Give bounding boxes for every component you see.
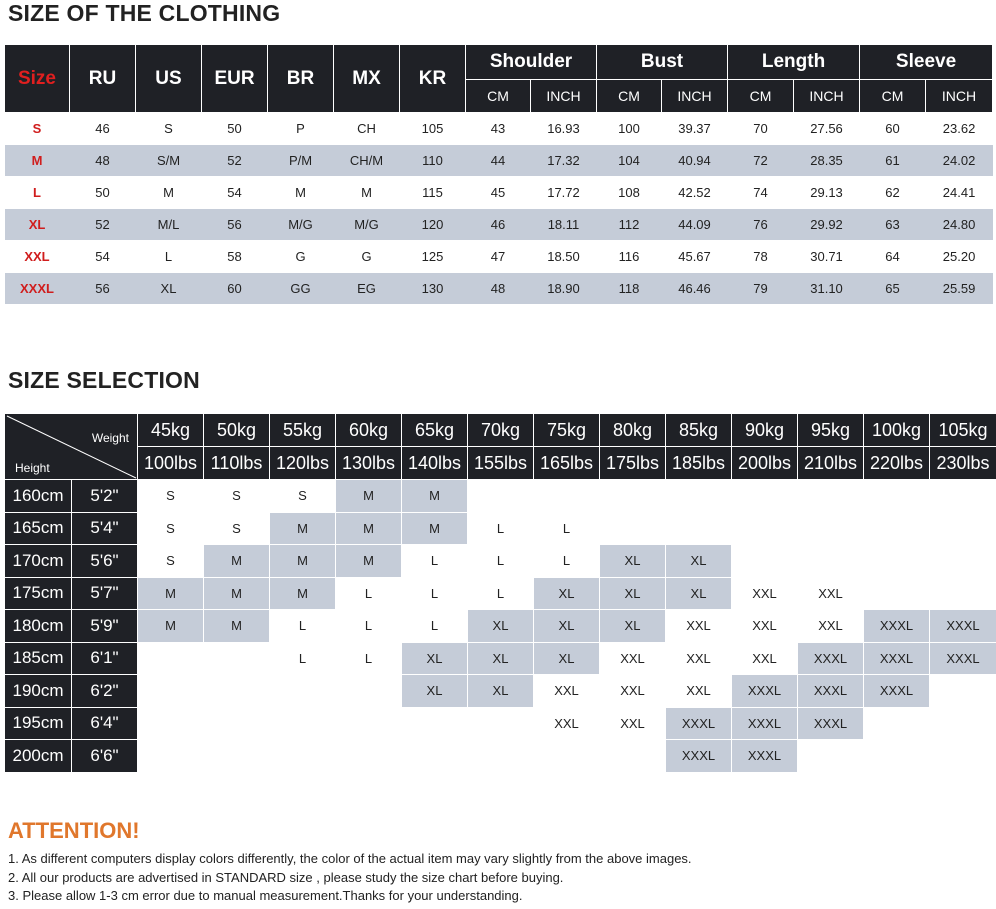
- size-cell: [534, 740, 600, 773]
- sub-inch: INCH: [926, 80, 993, 113]
- table-cell: 100: [597, 113, 662, 145]
- table-cell: 125: [400, 241, 466, 273]
- weight-lbs-header: 210lbs: [798, 447, 864, 480]
- size-cell: [402, 740, 468, 773]
- size-cell: XXXL: [930, 610, 996, 643]
- weight-kg-header: 95kg: [798, 414, 864, 447]
- table-cell: 120: [400, 209, 466, 241]
- weight-lbs-header: 185lbs: [666, 447, 732, 480]
- weight-lbs-header: 120lbs: [270, 447, 336, 480]
- table-cell: 18.11: [531, 209, 597, 241]
- table-cell: GG: [268, 273, 334, 305]
- table-cell: 44.09: [662, 209, 728, 241]
- size-label: M: [5, 145, 70, 177]
- size-cell: S: [270, 480, 336, 513]
- size-cell: [468, 707, 534, 740]
- table-cell: 44: [466, 145, 531, 177]
- size-cell: M: [270, 512, 336, 545]
- weight-lbs-header: 100lbs: [138, 447, 204, 480]
- size-cell: M: [402, 512, 468, 545]
- table-cell: 104: [597, 145, 662, 177]
- table-cell: G: [268, 241, 334, 273]
- table-cell: 110: [400, 145, 466, 177]
- size-cell: [336, 707, 402, 740]
- size-cell: XXL: [732, 642, 798, 675]
- size-cell: [930, 480, 996, 513]
- size-cell: [798, 740, 864, 773]
- size-cell: L: [402, 577, 468, 610]
- size-cell: [138, 707, 204, 740]
- size-cell: [468, 480, 534, 513]
- weight-kg-header: 85kg: [666, 414, 732, 447]
- size-cell: [798, 545, 864, 578]
- size-cell: XXL: [666, 675, 732, 708]
- table-cell: 56: [202, 209, 268, 241]
- table-cell: M/G: [268, 209, 334, 241]
- table-row: [5, 740, 996, 773]
- size-cell: [732, 545, 798, 578]
- table-cell: 17.72: [531, 177, 597, 209]
- table-cell: P: [268, 113, 334, 145]
- weight-lbs-header: 130lbs: [336, 447, 402, 480]
- size-cell: S: [138, 512, 204, 545]
- height-cm: 160cm: [5, 480, 72, 513]
- size-cell: [864, 480, 930, 513]
- size-cell: L: [534, 545, 600, 578]
- weight-kg-header: 60kg: [336, 414, 402, 447]
- size-cell: M: [402, 480, 468, 513]
- table-cell: G: [334, 241, 400, 273]
- size-cell: S: [138, 480, 204, 513]
- size-cell: XXXL: [798, 707, 864, 740]
- table-cell: 46: [466, 209, 531, 241]
- header-sleeve: Sleeve: [860, 45, 993, 80]
- size-cell: L: [468, 577, 534, 610]
- table-cell: 25.59: [926, 273, 993, 305]
- height-ft: 6'1": [72, 642, 138, 675]
- size-cell: XXXL: [732, 707, 798, 740]
- table-cell: 50: [70, 177, 136, 209]
- table-cell: 52: [202, 145, 268, 177]
- size-cell: [270, 675, 336, 708]
- size-cell: [534, 480, 600, 513]
- size-cell: [336, 675, 402, 708]
- table-cell: 30.71: [794, 241, 860, 273]
- size-cell: M: [204, 610, 270, 643]
- size-label: S: [5, 113, 70, 145]
- size-cell: M: [270, 545, 336, 578]
- header-mx: MX: [334, 45, 400, 113]
- size-cell: L: [270, 610, 336, 643]
- size-cell: [666, 512, 732, 545]
- size-cell: [270, 740, 336, 773]
- size-cell: M: [336, 545, 402, 578]
- size-cell: XXXL: [666, 740, 732, 773]
- sub-cm: CM: [597, 80, 662, 113]
- weight-lbs-header: 165lbs: [534, 447, 600, 480]
- table-row: [5, 145, 993, 177]
- size-cell: [798, 480, 864, 513]
- size-cell: XL: [534, 642, 600, 675]
- table-cell: 76: [728, 209, 794, 241]
- size-cell: XXL: [600, 707, 666, 740]
- table-cell: 112: [597, 209, 662, 241]
- size-cell: XXXL: [864, 675, 930, 708]
- table-cell: 115: [400, 177, 466, 209]
- table-cell: 18.50: [531, 241, 597, 273]
- height-ft: 6'6": [72, 740, 138, 773]
- size-cell: M: [204, 545, 270, 578]
- size-cell: XL: [600, 610, 666, 643]
- size-cell: [798, 512, 864, 545]
- weight-kg-header: 75kg: [534, 414, 600, 447]
- height-cm: 180cm: [5, 610, 72, 643]
- attention-note-1: 1. As different computers display colors differently, the color of the actual item may vary slightly from the above images.: [8, 851, 692, 866]
- table-cell: EG: [334, 273, 400, 305]
- table-cell: 31.10: [794, 273, 860, 305]
- table-cell: 65: [860, 273, 926, 305]
- sub-inch: INCH: [794, 80, 860, 113]
- table-cell: 48: [70, 145, 136, 177]
- size-cell: L: [336, 610, 402, 643]
- weight-kg-header: 80kg: [600, 414, 666, 447]
- weight-lbs-header: 155lbs: [468, 447, 534, 480]
- weight-kg-header: 100kg: [864, 414, 930, 447]
- size-cell: M: [204, 577, 270, 610]
- table-cell: 79: [728, 273, 794, 305]
- attention-note-2: 2. All our products are advertised in STANDARD size , please study the size chart before buying.: [8, 870, 564, 885]
- table-cell: 17.32: [531, 145, 597, 177]
- size-cell: L: [534, 512, 600, 545]
- table-cell: XL: [136, 273, 202, 305]
- height-ft: 5'6": [72, 545, 138, 578]
- height-ft: 5'2": [72, 480, 138, 513]
- weight-kg-header: 50kg: [204, 414, 270, 447]
- weight-lbs-header: 200lbs: [732, 447, 798, 480]
- table-cell: 58: [202, 241, 268, 273]
- table-cell: S: [136, 113, 202, 145]
- table-cell: 60: [202, 273, 268, 305]
- size-cell: [600, 740, 666, 773]
- table-cell: 45: [466, 177, 531, 209]
- table-row: [5, 241, 993, 273]
- weight-kg-header: 55kg: [270, 414, 336, 447]
- weight-kg-header: 65kg: [402, 414, 468, 447]
- size-cell: [864, 707, 930, 740]
- header-length: Length: [728, 45, 860, 80]
- size-label: XXL: [5, 241, 70, 273]
- table-cell: 61: [860, 145, 926, 177]
- height-ft: 5'4": [72, 512, 138, 545]
- table-cell: CH: [334, 113, 400, 145]
- table-cell: 45.67: [662, 241, 728, 273]
- size-cell: L: [402, 545, 468, 578]
- table-cell: 16.93: [531, 113, 597, 145]
- table-cell: 108: [597, 177, 662, 209]
- size-cell: XL: [666, 545, 732, 578]
- table-cell: 24.80: [926, 209, 993, 241]
- size-cell: M: [336, 512, 402, 545]
- table-cell: 54: [70, 241, 136, 273]
- size-cell: XXL: [534, 707, 600, 740]
- height-cm: 195cm: [5, 707, 72, 740]
- height-ft: 5'9": [72, 610, 138, 643]
- table-cell: 116: [597, 241, 662, 273]
- table-cell: L: [136, 241, 202, 273]
- table-cell: 48: [466, 273, 531, 305]
- size-cell: XL: [666, 577, 732, 610]
- size-cell: [930, 675, 996, 708]
- sub-cm: CM: [466, 80, 531, 113]
- size-cell: [930, 707, 996, 740]
- table-cell: 18.90: [531, 273, 597, 305]
- size-cell: [138, 642, 204, 675]
- size-cell: [864, 740, 930, 773]
- height-ft: 5'7": [72, 577, 138, 610]
- size-table: [4, 44, 993, 305]
- header-bust: Bust: [597, 45, 728, 80]
- table-cell: 23.62: [926, 113, 993, 145]
- size-cell: [930, 512, 996, 545]
- weight-kg-header: 90kg: [732, 414, 798, 447]
- size-cell: XL: [534, 610, 600, 643]
- size-header: Size: [5, 45, 70, 113]
- size-cell: M: [138, 577, 204, 610]
- table-cell: CH/M: [334, 145, 400, 177]
- size-cell: [600, 480, 666, 513]
- height-ft: 6'2": [72, 675, 138, 708]
- weight-lbs-header: 140lbs: [402, 447, 468, 480]
- size-cell: S: [204, 512, 270, 545]
- size-cell: XXXL: [864, 642, 930, 675]
- header-shoulder: Shoulder: [466, 45, 597, 80]
- size-cell: [732, 512, 798, 545]
- table-cell: 42.52: [662, 177, 728, 209]
- table-cell: S/M: [136, 145, 202, 177]
- table-cell: 78: [728, 241, 794, 273]
- table-cell: 56: [70, 273, 136, 305]
- header-br: BR: [268, 45, 334, 113]
- size-cell: [138, 740, 204, 773]
- weight-lbs-header: 220lbs: [864, 447, 930, 480]
- size-cell: [930, 577, 996, 610]
- size-cell: [204, 707, 270, 740]
- table-row: [5, 480, 996, 513]
- size-cell: XXL: [798, 610, 864, 643]
- size-cell: XL: [468, 642, 534, 675]
- size-cell: [402, 707, 468, 740]
- attention-note-3: 3. Please allow 1-3 cm error due to manual measurement.Thanks for your understanding.: [8, 888, 523, 903]
- table-cell: 130: [400, 273, 466, 305]
- table-cell: 70: [728, 113, 794, 145]
- table-cell: M/L: [136, 209, 202, 241]
- table-cell: 24.02: [926, 145, 993, 177]
- table-cell: P/M: [268, 145, 334, 177]
- header-ru: RU: [70, 45, 136, 113]
- size-cell: XL: [402, 675, 468, 708]
- height-cm: 185cm: [5, 642, 72, 675]
- table-row: [5, 209, 993, 241]
- size-cell: S: [204, 480, 270, 513]
- table-cell: 28.35: [794, 145, 860, 177]
- size-cell: XXXL: [798, 642, 864, 675]
- table-cell: 105: [400, 113, 466, 145]
- size-cell: XXL: [600, 642, 666, 675]
- table-cell: 24.41: [926, 177, 993, 209]
- size-cell: XXL: [534, 675, 600, 708]
- sub-inch: INCH: [662, 80, 728, 113]
- table-cell: 62: [860, 177, 926, 209]
- size-cell: L: [402, 610, 468, 643]
- size-cell: XL: [600, 545, 666, 578]
- table-cell: 46.46: [662, 273, 728, 305]
- size-label: XL: [5, 209, 70, 241]
- table-row: [5, 512, 996, 545]
- size-cell: XXXL: [864, 610, 930, 643]
- size-cell: [204, 740, 270, 773]
- size-cell: [270, 707, 336, 740]
- size-cell: L: [336, 642, 402, 675]
- weight-kg-header: 105kg: [930, 414, 996, 447]
- table-cell: 27.56: [794, 113, 860, 145]
- size-cell: M: [270, 577, 336, 610]
- size-cell: XL: [534, 577, 600, 610]
- weight-lbs-header: 110lbs: [204, 447, 270, 480]
- size-cell: XL: [468, 610, 534, 643]
- height-cm: 170cm: [5, 545, 72, 578]
- size-cell: [600, 512, 666, 545]
- weight-lbs-header: 175lbs: [600, 447, 666, 480]
- size-cell: M: [138, 610, 204, 643]
- table-cell: 25.20: [926, 241, 993, 273]
- size-cell: XXXL: [732, 740, 798, 773]
- size-cell: XXL: [666, 642, 732, 675]
- size-cell: [732, 480, 798, 513]
- table-cell: 60: [860, 113, 926, 145]
- sub-inch: INCH: [531, 80, 597, 113]
- table-row: [5, 610, 996, 643]
- size-cell: [336, 740, 402, 773]
- table-cell: M/G: [334, 209, 400, 241]
- height-cm: 165cm: [5, 512, 72, 545]
- size-cell: [864, 545, 930, 578]
- weight-kg-header: 45kg: [138, 414, 204, 447]
- size-cell: L: [468, 545, 534, 578]
- table-cell: 29.13: [794, 177, 860, 209]
- attention-title: ATTENTION!: [8, 818, 140, 843]
- table-cell: 46: [70, 113, 136, 145]
- size-cell: XL: [468, 675, 534, 708]
- corner-header: [5, 414, 138, 480]
- table-cell: 63: [860, 209, 926, 241]
- header-us: US: [136, 45, 202, 113]
- table-cell: M: [136, 177, 202, 209]
- size-cell: L: [270, 642, 336, 675]
- size-cell: [468, 740, 534, 773]
- table-row: [5, 113, 993, 145]
- size-label: L: [5, 177, 70, 209]
- table-cell: 64: [860, 241, 926, 273]
- size-cell: [930, 740, 996, 773]
- table-cell: 29.92: [794, 209, 860, 241]
- table-cell: M: [334, 177, 400, 209]
- table-cell: 40.94: [662, 145, 728, 177]
- table-cell: 52: [70, 209, 136, 241]
- header-eur: EUR: [202, 45, 268, 113]
- size-cell: XXXL: [930, 642, 996, 675]
- size-cell: [666, 480, 732, 513]
- size-cell: L: [336, 577, 402, 610]
- height-cm: 175cm: [5, 577, 72, 610]
- size-cell: [138, 675, 204, 708]
- size-cell: XXXL: [666, 707, 732, 740]
- size-cell: XL: [402, 642, 468, 675]
- size-cell: [864, 577, 930, 610]
- sub-cm: CM: [728, 80, 794, 113]
- header-kr: KR: [400, 45, 466, 113]
- size-cell: XXXL: [798, 675, 864, 708]
- table-row: [5, 577, 996, 610]
- size-cell: M: [336, 480, 402, 513]
- size-cell: [930, 545, 996, 578]
- table-row: [5, 545, 996, 578]
- table-cell: 54: [202, 177, 268, 209]
- table-cell: 118: [597, 273, 662, 305]
- weight-label: Weight: [91, 431, 129, 445]
- table-cell: M: [268, 177, 334, 209]
- table-cell: 72: [728, 145, 794, 177]
- size-cell: L: [468, 512, 534, 545]
- section-title-selection: SIZE SELECTION: [8, 367, 200, 393]
- table-cell: 74: [728, 177, 794, 209]
- size-cell: XXL: [732, 610, 798, 643]
- size-cell: XXL: [798, 577, 864, 610]
- table-row: [5, 177, 993, 209]
- table-row: [5, 707, 996, 740]
- size-cell: S: [138, 545, 204, 578]
- table-row: [5, 675, 996, 708]
- size-selection-table: [4, 413, 996, 773]
- height-cm: 190cm: [5, 675, 72, 708]
- section-title-clothing: SIZE OF THE CLOTHING: [8, 0, 281, 26]
- table-cell: 50: [202, 113, 268, 145]
- height-label: Height: [15, 461, 50, 475]
- size-cell: XXL: [732, 577, 798, 610]
- table-row: [5, 642, 996, 675]
- table-cell: 47: [466, 241, 531, 273]
- weight-lbs-header: 230lbs: [930, 447, 996, 480]
- table-cell: 43: [466, 113, 531, 145]
- table-row: [5, 273, 993, 305]
- size-cell: [864, 512, 930, 545]
- sub-cm: CM: [860, 80, 926, 113]
- height-ft: 6'4": [72, 707, 138, 740]
- size-cell: [204, 642, 270, 675]
- size-cell: [204, 675, 270, 708]
- size-cell: XXXL: [732, 675, 798, 708]
- size-cell: XXL: [666, 610, 732, 643]
- size-cell: XXL: [600, 675, 666, 708]
- table-cell: 39.37: [662, 113, 728, 145]
- height-cm: 200cm: [5, 740, 72, 773]
- weight-kg-header: 70kg: [468, 414, 534, 447]
- size-cell: XL: [600, 577, 666, 610]
- size-label: XXXL: [5, 273, 70, 305]
